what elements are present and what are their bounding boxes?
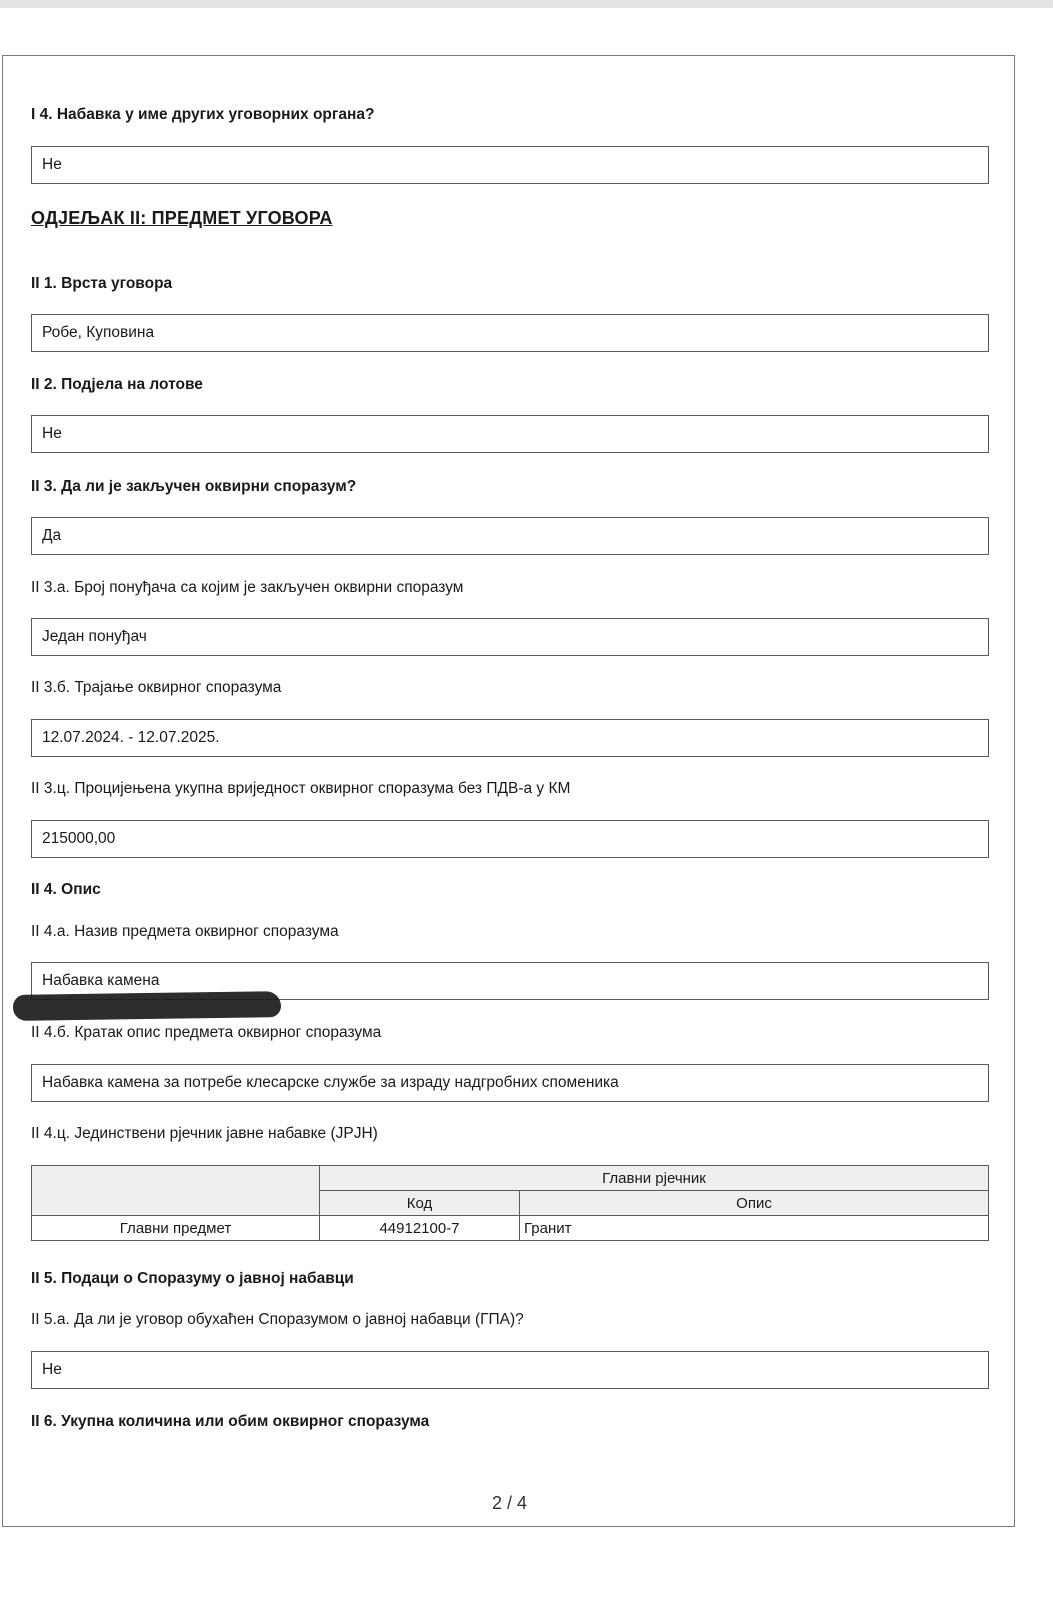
question-ii4: II 4. Опис [31,881,101,898]
question-ii5a: II 5.а. Да ли је уговор обухаћен Споразумом о јавној набавци (ГПА)? [31,1311,524,1328]
question-ii4a: II 4.а. Назив предмета оквирног споразума [31,923,339,940]
cpv-col-code: Код [320,1191,520,1216]
question-ii3c: II 3.ц. Процијењена укупна вриједност оквирног споразума без ПДВ-а у КМ [31,780,571,797]
cpv-row-code: 44912100-7 [320,1216,520,1241]
answer-ii5a: Не [31,1351,989,1389]
cpv-table [31,1165,989,1241]
question-ii3b: II 3.б. Трајање оквирног споразума [31,679,282,696]
answer-ii4b: Набавка камена за потребе клесарске службе за израду надгробних споменика [31,1064,989,1102]
answer-ii3b: 12.07.2024. - 12.07.2025. [31,719,989,757]
question-ii2: II 2. Подјела на лотове [31,376,203,393]
page-number: 2 / 4 [491,1493,528,1513]
answer-ii2: Не [31,415,989,453]
answer-ii4a: Набавка камена [31,962,989,1000]
viewer-top-bar [0,0,1053,8]
answer-ii1: Робе, Куповина [31,314,989,352]
cpv-row-desc: Гранит [520,1216,989,1241]
cpv-row-label: Главни предмет [32,1216,320,1241]
cpv-group-header: Главни рјечник [320,1166,989,1191]
question-ii4c: II 4.ц. Јединствени рјечник јавне набавке (JPJH) [31,1125,378,1142]
question-ii3a: II 3.а. Број понуђача са којим је закључен оквирни споразум [31,579,464,596]
section-title: ОДЈЕЉАК II: ПРЕДМЕТ УГОВОРА [31,208,333,228]
redaction-mark [13,991,281,1021]
question-ii3: II 3. Да ли је закључен оквирни споразум? [31,478,357,495]
answer-ii3c: 215000,00 [31,820,989,858]
question-ii5: II 5. Подаци о Споразуму о јавној набавци [31,1270,354,1287]
question-ii6: II 6. Укупна количина или обим оквирног споразума [31,1413,430,1430]
document-page [2,55,1015,1527]
answer-ii3a: Један понуђач [31,618,989,656]
cpv-col-desc: Опис [520,1191,989,1216]
question-ii4b: II 4.б. Кратак опис предмета оквирног споразума [31,1024,382,1041]
cpv-empty-header [32,1166,320,1216]
question-ii1: II 1. Врста уговора [31,275,173,292]
answer-i4: Не [31,146,989,184]
table-row [32,1216,989,1241]
question-i4: I 4. Набавка у име других уговорних органа? [31,106,375,123]
answer-ii3: Да [31,517,989,555]
